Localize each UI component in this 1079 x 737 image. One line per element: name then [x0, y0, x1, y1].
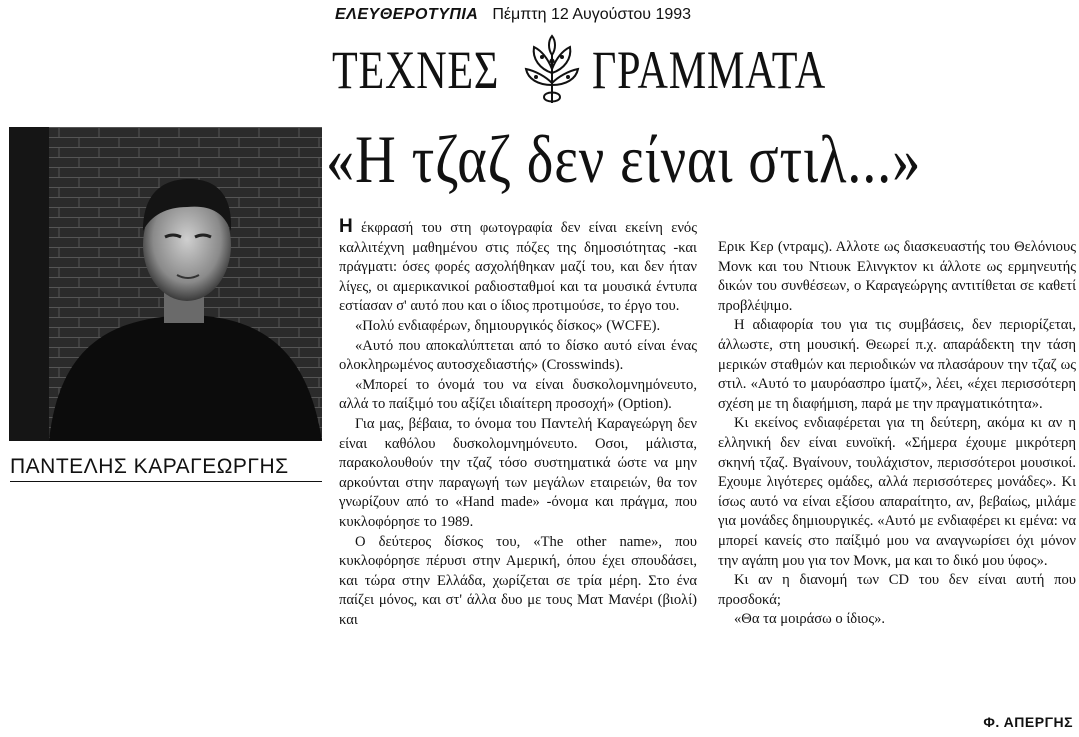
section-title-right: ΓΡΑΜΜΑΤΑ: [592, 40, 827, 100]
article-paragraph: [339, 217, 697, 317]
article-paragraph: Για μας, βέβαια, το όνομα του Παντελή Καραγεώργη δεν είναι καθόλου δυσκολομνημόνευτο. Οσοι, μάλιστα, παρακολουθούν την τζαζ τόσο συστηματικά ώστε να μην αρκούνται στην παραγωγή των μεγάλων εταιρειών, θα τον γνωρίζουν από το «Hand made» -όνομα και πράγμα, που κυκλοφόρησε το 1989.: [339, 415, 697, 530]
article-paragraph: Ο δεύτερος δίσκος του, «The other name», που κυκλοφόρησε πέρυσι στην Αμερική, όπου έχει σπουδάσει, και τώρα στην Ελλάδα, χωρίζεται σε τρία μέρη. Στο ένα παίζει μόνος, και στ' άλλα δυο με τους Ματ Μανέρι (βιολί) και: [339, 533, 697, 628]
article-paragraph: «Αυτό που αποκαλύπτεται από το δίσκο αυτό είναι ένας ολοκληρωμένος αυτοσχεδιαστής» (Crosswinds).: [339, 337, 697, 374]
floral-ornament-icon: [522, 33, 582, 107]
newspaper-name: ΕΛΕΥΘΕΡΟΤΥΠΙΑ: [335, 6, 479, 23]
article-paragraph: «Θα τα μοιράσω ο ίδιος».: [734, 611, 886, 628]
article-paragraph: Ερικ Κερ (ντραμς). Αλλοτε ως διασκευαστής του Θελόνιους Μονκ και του Ντιουκ Ελινγκτον κι άλλοτε ως ερμηνευτής δικών του συνθέσεων, ο Καραγεώργης αντιτίθεται σε καθετί προβλέψιμο.: [718, 239, 1076, 314]
article-column-1: [339, 217, 697, 630]
photo-caption: ΠΑΝΤΕΛΗΣ ΚΑΡΑΓΕΩΡΓΗΣ: [10, 455, 322, 482]
article-paragraph: Κι αν η διανομή των CD του δεν είναι αυτή που προσδοκά;: [718, 572, 1076, 608]
section-title-left: ΤΕΧΝΕΣ: [332, 40, 500, 100]
article-column-2: [718, 238, 1076, 630]
author-signature: Φ. ΑΠΕΡΓΗΣ: [983, 714, 1073, 730]
publication-date: Πέμπτη 12 Αυγούστου 1993: [492, 6, 692, 23]
paragraph-text: έκφρασή του στη φωτογραφία δεν είναι εκείνη ενός καλλιτέχνη μαθημένου στις πόζες της δημοσιότητας -και πράγματι: όσες φορές ασχολήθηκαν μαζί του, και δεν ήταν λίγες, οι αμερικανικοί ραδιοσταθμοί και τα μουσικά έντυπα εστίασαν σ' αυτό που και ο ίδιος προτιμούσε, το έργο του.: [339, 220, 697, 315]
article-paragraph: «Μπορεί το όνομά του να είναι δυσκολομνημόνευτο, αλλά το παίξιμό του αξίζει ιδιαίτερη προσοχή» (Option).: [339, 376, 697, 413]
drop-cap: Η: [339, 216, 353, 237]
article-paragraph: Η αδιαφορία του για τις συμβάσεις, δεν περιορίζεται, άλλωστε, στη μουσική. Θεωρεί π.χ. απαράδεκτη την τάση μερικών σταθμών και περιοδικών να πλασάρουν την τζαζ ως στιλ. «Αυτό το μαυρόασπρο ίματζ», λέει, «έχει περισσότερη σχέση με τη διαφήμιση, παρά με την πραγματικότητα».: [718, 317, 1076, 412]
masthead: [335, 6, 691, 24]
headline: «Η τζαζ δεν είναι στιλ...»: [326, 121, 922, 197]
article-paragraph: Κι εκείνος ενδιαφέρεται για τη δεύτερη, ακόμα κι αν η ελληνική δεν είναι ευνοϊκή. «Σήμερα έχουμε μικρότερη σκηνή τζαζ. Βγαίνουν, τουλάχιστον, περισσότεροι μουσικοί. Εχουμε λιγότερες ομάδες, αλλά περισσότερες μονάδες». Κι ίσως αυτό να είναι εξίσου απαραίτητο, αν, βεβαίως, μιλάμε για μονάδες δημιουργικές. «Αυτό με ενδιαφέρει κι εμένα: να μπορεί κανείς στο παίξιμό μου να αναγνωρίσει όχι μόνον την αγάπη μου για τον Μονκ, μα και το δικό μου ύφος».: [718, 415, 1076, 569]
section-header: [332, 30, 892, 110]
article-paragraph: «Πολύ ενδιαφέρων, δημιουργικός δίσκος» (WCFE).: [355, 317, 661, 334]
portrait-illustration: [9, 127, 322, 441]
portrait-photo: [9, 127, 322, 441]
